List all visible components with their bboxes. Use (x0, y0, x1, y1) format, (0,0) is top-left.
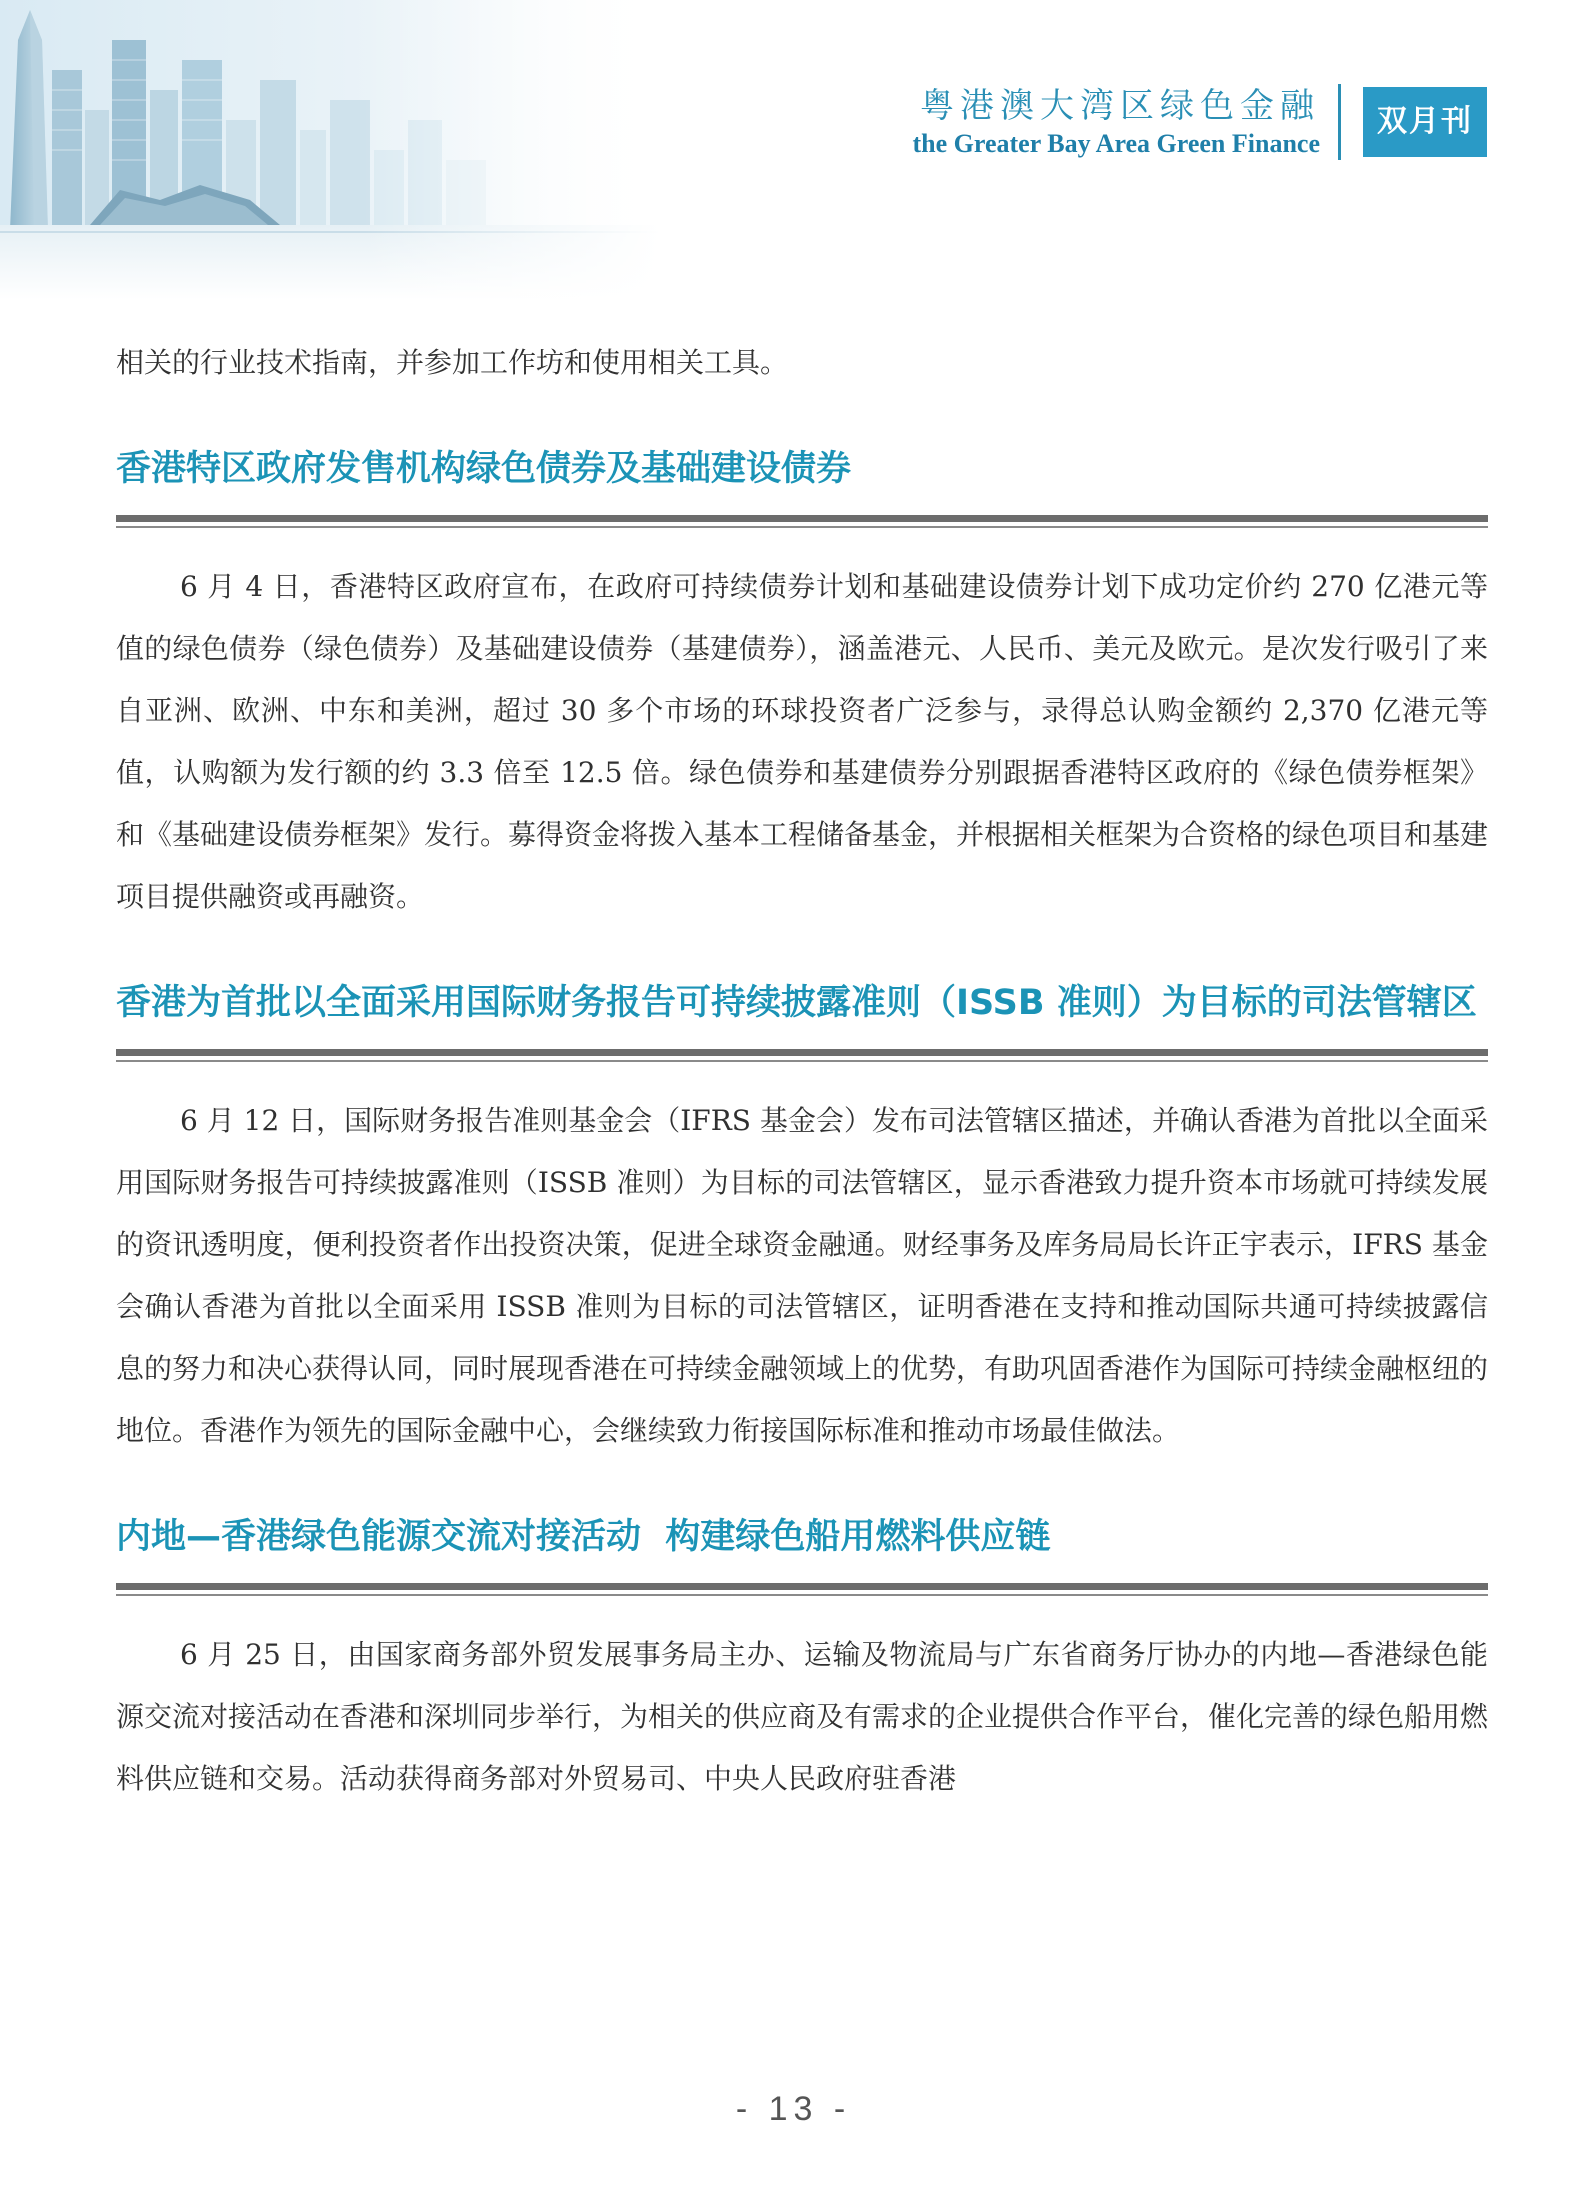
intro-paragraph: 相关的行业技术指南，并参加工作坊和使用相关工具。 (116, 346, 789, 379)
section-body: 6 月 4 日，香港特区政府宣布，在政府可持续债券计划和基础建设债券计划下成功定价约 270 亿港元等值的绿色债券（绿色债券）及基础建设债券（基建债券），涵盖港元、人民币、美元及欧元。是次发行吸引了来自亚洲、欧洲、中东和美洲，超过 30 多个市场的环球投资者广泛参与，录得总认购金额约 2,370 亿港元等值，认购额为发行额的约 3.3 倍至 12.5 倍。绿色债券和基建债券分别跟据香港特区政府的《绿色债券框架》和《基础建设债券框架》发行。募得资金将拨入基本工程储备基金，并根据相关框架为合资格的绿色项目和基建项目提供融资或再融资。 (116, 570, 1489, 913)
section-body: 6 月 25 日，由国家商务部外贸发展事务局主办、运输及物流局与广东省商务厅协办的内地—香港绿色能源交流对接活动在香港和深圳同步举行，为相关的供应商及有需求的企业提供合作平台，催化完善的绿色船用燃料供应链和交易。活动获得商务部对外贸易司、中央人民政府驻香港 (116, 1638, 1489, 1795)
section-body: 6 月 12 日，国际财务报告准则基金会（IFRS 基金会）发布司法管辖区描述，并确认香港为首批以全面采用国际财务报告可持续披露准则（ISSB 准则）为目标的司法管辖区，显示香港致力提升资本市场就可持续发展的资讯透明度，便利投资者作出投资决策，促进全球资金融通。财经事务及库务局局长许正宇表示，IFRS 基金会确认香港为首批以全面采用 ISSB 准则为目标的司法管辖区，证明香港在支持和推动国际共通可持续披露信息的努力和决心获得认同，同时展现香港在可持续金融领域上的优势，有助巩固香港作为国际可持续金融枢纽的地位。香港作为领先的国际金融中心，会继续致力衔接国际标准和推动市场最佳做法。 (116, 1104, 1489, 1447)
article-content (116, 332, 1488, 1810)
section-green-energy (116, 1506, 1488, 1810)
heading-rule (116, 1583, 1488, 1596)
section-heading: 香港为首批以全面采用国际财务报告可持续披露准则（ISSB 准则）为目标的司法管辖区 (116, 983, 1477, 1023)
masthead (913, 82, 1488, 162)
page-number: - 13 - (735, 2090, 852, 2128)
bimonthly-badge: 双月刊 (1363, 87, 1487, 157)
heading-rule (116, 1049, 1488, 1062)
section-green-bonds (116, 438, 1488, 928)
masthead-divider (1338, 84, 1341, 160)
section-heading: 内地—香港绿色能源交流对接活动 构建绿色船用燃料供应链 (116, 1517, 1051, 1557)
heading-rule (116, 515, 1488, 528)
publication-title-en: the Greater Bay Area Green Finance (912, 129, 1320, 158)
city-skyline-illustration (0, 0, 660, 300)
section-heading: 香港特区政府发售机构绿色债券及基础建设债券 (116, 449, 852, 489)
masthead-titles (913, 84, 1321, 160)
section-issb-standards (116, 972, 1488, 1462)
publication-title-cn: 粤港澳大湾区绿色金融 (920, 86, 1320, 126)
